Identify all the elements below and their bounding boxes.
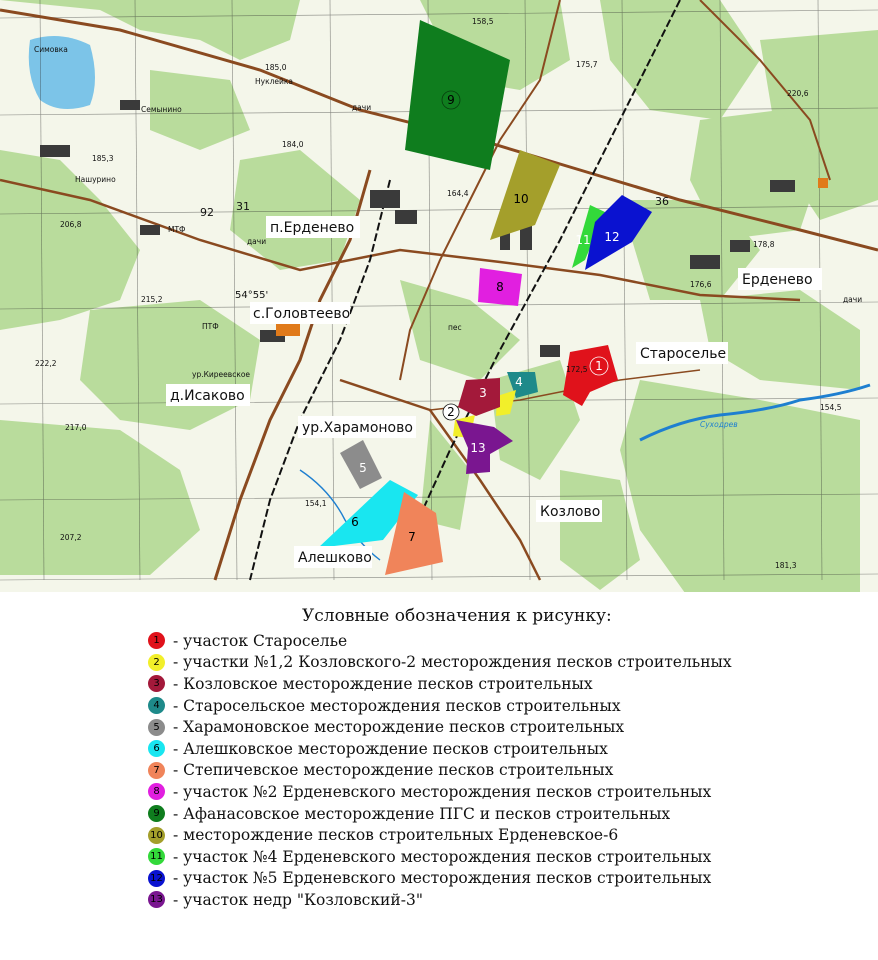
plot-label-6: 6 [351,515,359,529]
settlement-golovteevo: с.Головтеево [253,306,351,322]
settlement-kharamonovo: ур.Харамоново [302,420,413,436]
label-elev-12: 178,8 [753,240,775,249]
legend-text: - месторождение песков строительных Ерденевское-6 [173,826,619,845]
plot-label-11: 11 [575,233,591,247]
label-nashurino: Нашурино [75,175,116,184]
label-elev-4: 206,8 [60,220,82,229]
label-elev-6: 222,2 [35,359,57,368]
label-kireevskoe: ур.Киреевское [192,370,251,379]
label-elev-5: 215,2 [141,295,163,304]
label-elev-8: 207,2 [60,533,82,542]
legend-marker: 1 [148,632,165,649]
legend-item [148,673,732,695]
plot-label-12: 12 [604,230,620,244]
label-elev-9: 164,4 [447,189,469,198]
legend-text: - участок №4 Ерденевского месторождения песков строительных [173,847,712,866]
label-dachi-3: дачи [843,295,863,304]
label-elev-3: 184,0 [282,140,304,149]
plot-label-8: 8 [496,280,504,294]
legend-marker: 8 [148,783,165,800]
label-elev-15: 154,5 [820,403,842,412]
legend-text: - Старосельское месторождения песков строительных [173,696,621,715]
label-mtf: МТФ [168,225,186,234]
label-elev-11: 220,6 [787,89,809,98]
settlement-erdenevo-p: п.Ерденево [270,220,355,236]
label-pes: пес [448,323,462,332]
label-simovka: Симовка [34,45,68,54]
legend-text: - Афанасовское месторождение ПГС и песков строительных [173,804,671,823]
legend-item [148,738,732,760]
label-num-31: 31 [236,200,250,213]
label-ptf: ПТФ [202,322,219,331]
legend-marker: 5 [148,719,165,736]
plot-label-5: 5 [359,461,367,475]
legend-text: - Харамоновское месторождение песков строительных [173,718,625,737]
label-elev-17: 154,1 [305,499,327,508]
legend-item [148,652,732,674]
legend-text: - участок №5 Ерденевского месторождения песков строительных [173,869,712,888]
label-semynino: Семынино [141,105,182,114]
settlement-aleshkovo: Алешково [298,550,372,566]
plot-label-3: 3 [479,386,487,400]
legend-marker: 2 [148,654,165,671]
legend-text: - участок недр "Козловский-3" [173,890,423,909]
label-dachi-2: дачи [247,237,267,246]
label-elev-1: 185,0 [265,63,287,72]
legend-marker: 4 [148,697,165,714]
plot-label-7: 7 [408,530,416,544]
legend-text: - участки №1,2 Козловского-2 месторождения песков строительных [173,653,732,672]
legend-marker: 3 [148,675,165,692]
label-coord: 54°55' [235,290,269,301]
legend-item [148,716,732,738]
legend-marker: 6 [148,740,165,757]
settlement-staroselye: Староселье [640,346,727,362]
legend-text: - участок Староселье [173,631,348,650]
label-nukleika: Нуклейка [255,77,294,86]
legend-marker: 9 [148,805,165,822]
label-elev-10: 175,7 [576,60,598,69]
legend-item [148,889,732,911]
plot-label-10: 10 [513,192,529,206]
legend-marker: 11 [148,848,165,865]
legend-title: Условные обозначения к рисунку: [302,606,612,626]
legend-item [148,781,732,803]
label-elev-18: 158,5 [472,17,494,26]
plot-label-4: 4 [515,375,523,389]
label-sukhodrev: Суходрев [700,420,738,429]
legend-text: - участок №2 Ерденевского месторождения песков строительных [173,782,712,801]
legend-text: - Степичевское месторождение песков строительных [173,761,614,780]
legend-marker: 13 [148,891,165,908]
legend-item [148,630,732,652]
legend-list [148,630,732,911]
plot-label-1: 1 [595,359,603,373]
plot-label-9: 9 [447,93,455,107]
label-num-36: 36 [655,195,669,208]
legend-marker: 10 [148,827,165,844]
settlement-erdenevo: Ерденево [742,272,813,288]
plot-label-13: 13 [470,441,486,455]
label-num-92: 92 [200,206,214,219]
legend-text: - Козловское месторождение песков строительных [173,674,593,693]
legend-marker: 7 [148,762,165,779]
legend-marker: 12 [148,870,165,887]
plot-label-2: 2 [447,405,455,419]
settlement-isakovo: д.Исаково [170,388,245,404]
legend-item [148,868,732,890]
label-elev-7: 217,0 [65,423,87,432]
label-elev-16: 181,3 [775,561,797,570]
legend-text: - Алешковское месторождение песков строительных [173,739,608,758]
label-elev-2: 185,3 [92,154,114,163]
label-elev-13: 176,6 [690,280,712,289]
legend-item [148,803,732,825]
label-dachi-1: дачи [352,103,372,112]
settlement-kozlovo: Козлово [540,504,601,520]
label-elev-14: 172,5 [566,365,588,374]
map-legend [0,592,878,960]
legend-item [148,760,732,782]
legend-item [148,695,732,717]
legend-item [148,824,732,846]
legend-item [148,846,732,868]
